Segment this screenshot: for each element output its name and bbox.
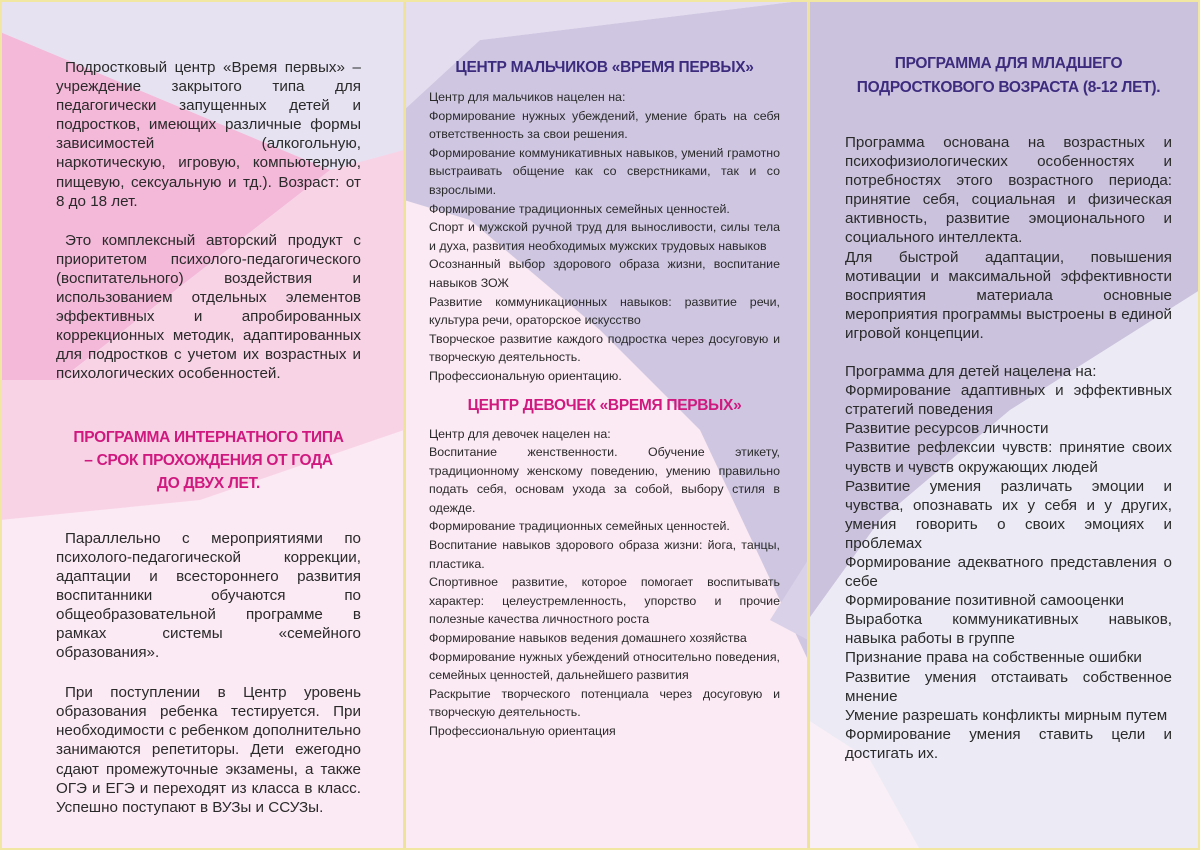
list-item: Развитие ресурсов личности (845, 420, 1049, 438)
program-heading-line: – СРОК ПРОХОЖДЕНИЯ ОТ ГОДА (84, 451, 333, 469)
boys-center-heading: ЦЕНТР МАЛЬЧИКОВ «ВРЕМЯ ПЕРВЫХ» (455, 59, 754, 76)
list-item: Признание права на собственные ошибки (845, 649, 1142, 667)
list-item: Формирование навыков ведения домашнего хозяйства (429, 631, 747, 646)
girls-center-heading: ЦЕНТР ДЕВОЧЕК «ВРЕМЯ ПЕРВЫХ» (467, 396, 742, 414)
junior-program-heading-line: ПРОГРАММА ДЛЯ МЛАДШЕГО (894, 55, 1123, 72)
education-paragraph: Параллельно с мероприятиями по психолого-педагогической коррекции, адаптации и всестороннего развития воспитанники обучаются по общеобразовательной программе в рамках системы «семейного образования». (56, 529, 361, 662)
list-item: Формирование адекватного представления о себе (845, 553, 1172, 591)
list-item: Воспитание женственности. Обучение этикету, традиционному женскому поведению, умению правильно подать себя, основам ухода за собой, выбору стиля в одежде. (429, 445, 780, 515)
list-item: Профессиональную ориентация (429, 724, 616, 738)
list-item: Выработка коммуникативных навыков, навыка работы в группе (845, 611, 1172, 648)
boys-center-list (429, 88, 780, 386)
list-item: Формирование адаптивных и эффективных стратегий поведения (845, 382, 1172, 419)
list-item: Формирование традиционных семейных ценностей. (429, 519, 730, 534)
list-item: Развитие рефлексии чувств: принятие своих чувств и чувств окружающих людей (845, 439, 1172, 476)
list-item: Раскрытие творческого потенциала через досуговую и творческую деятельность. (429, 686, 780, 720)
junior-program-heading-line: ПОДРОСТКОВОГО ВОЗРАСТА (8-12 ЛЕТ). (856, 79, 1161, 96)
list-item: Творческое развитие каждого подростка через досуговую и творческую деятельность. (429, 331, 780, 365)
list-item: Развитие умения отстаивать собственное мнение (845, 668, 1172, 705)
program-heading-line: ПРОГРАММА ИНТЕРНАТНОГО ТИПА (73, 428, 344, 446)
intro-paragraph: Подростковый центр «Время первых» – учреждение закрытого типа для педагогически запущенных детей и подростков, имеющих различные формы зависимостей (алкогольную, наркотическую, игровую, компьютерную, пищевую, сексуальную и тд.). Возраст: от 8 до 18 лет. (56, 59, 361, 210)
list-item: Формирование позитивной самооценки (845, 592, 1124, 610)
girls-center-list (429, 425, 780, 741)
list-item: Спорт и мужской ручной труд для выносливости, силы тела и духа, развития необходимых мужских трудовых навыков (429, 220, 780, 253)
program-heading-line: ДО ДВУХ ЛЕТ. (157, 474, 260, 492)
goals-intro: Программа для детей нацелена на: (845, 363, 1097, 381)
boys-center-intro: Центр для мальчиков нацелен на: (429, 90, 626, 104)
program-heading (56, 426, 361, 495)
girls-center-intro: Центр для девочек нацелен на: (429, 426, 611, 441)
left-panel (0, 0, 404, 850)
list-item: Осознанный выбор здорового образа жизни, воспитание навыков ЗОЖ (429, 257, 780, 290)
list-item: Формирование нужных убеждений относительно поведения, семейных ценностей, дальнейшего развития (429, 649, 780, 683)
list-item: Воспитание навыков здорового образа жизни: йога, танцы, пластика. (429, 538, 780, 571)
list-item: Спортивное развитие, которое помогает воспитывать характер: целеустремленность, упорство и прочие полезные качества личностного роста (429, 575, 780, 627)
basis-paragraph: Программа основана на возрастных и психофизиологических особенностях и потребностях этого возрастного периода: принятие себя, социальная и физическая активность, развитие эмоционального и социального интеллекта. (845, 134, 1172, 247)
admission-paragraph: При поступлении в Центр уровень образования ребенка тестируется. При необходимости с ребенком дополнительно занимаются репетиторы. Дети ежегодно сдают промежуточные экзамены, а также ОГЭ и ЕГЭ и переходят из класса в класс. Успешно поступают в ВУЗы и ССУЗы. (56, 684, 361, 816)
list-item: Формирование традиционных семейных ценностей. (429, 201, 730, 216)
list-item: Формирование коммуникативных навыков, умений грамотно выстраивать общение как со сверстниками, так и со взрослыми. (429, 145, 780, 197)
list-item: Развитие коммуникационных навыков: развитие речи, культура речи, ораторское искусство (429, 294, 780, 328)
middle-panel (407, 0, 808, 850)
right-panel (811, 0, 1200, 850)
list-item: Формирование нужных убеждений, умение брать на себя ответственность за свои решения. (429, 108, 780, 142)
goals-list (845, 362, 1172, 763)
list-item: Развитие умения различать эмоции и чувства, опознавать их у себя и у других, умения говорить о своих эмоциях и проблемах (845, 477, 1172, 552)
junior-program-heading (845, 52, 1172, 100)
list-item: Профессиональную ориентацию. (429, 368, 622, 383)
product-paragraph: Это комплексный авторский продукт с приоритетом психолого-педагогического (воспитательного) воздействия и использованием отдельных элементов эффективных и апробированных коррекционных методик, адаптированных для подростков с учетом их возрастных и психологических особенностей. (56, 231, 361, 383)
list-item: Умение разрешать конфликты мирным путем (845, 706, 1168, 724)
adaptation-paragraph: Для быстрой адаптации, повышения мотивации и максимальной эффективности восприятия материала основные мероприятия программы выстроены в единой игровой концепции. (845, 248, 1172, 342)
list-item: Формирование умения ставить цели и достигать их. (845, 725, 1172, 762)
